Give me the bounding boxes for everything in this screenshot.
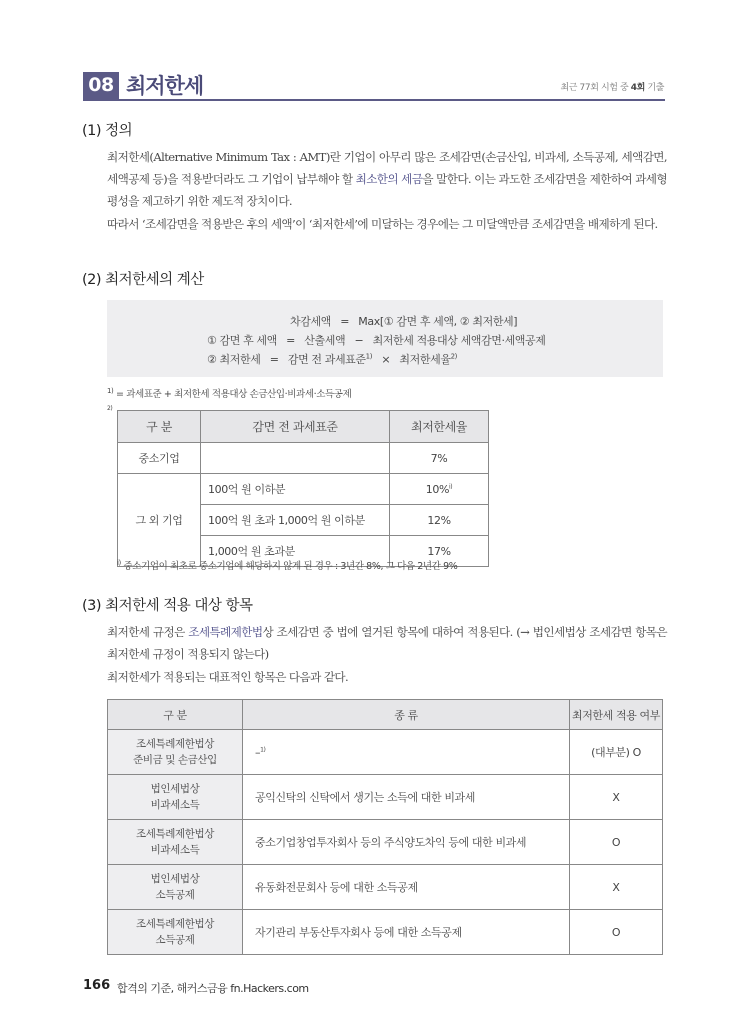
table-row bbox=[108, 910, 663, 955]
kind-cell: 자기관리 부동산투자회사 등에 대한 소득공제 bbox=[243, 910, 570, 955]
category-cell: 조세특례제한법상 소득공제 bbox=[108, 910, 243, 955]
tax-base-cell bbox=[201, 443, 390, 474]
formula-box bbox=[107, 300, 663, 377]
tax-base-cell: 1,000억 원 초과분 bbox=[201, 536, 390, 567]
exam-frequency-note: 최근 77회 시험 중 4회 기출 bbox=[560, 83, 664, 93]
chapter-title: 최저한세 bbox=[126, 74, 204, 98]
highlight-tax-special-act: 조세특례제한법 bbox=[188, 625, 263, 639]
rate-cell: 10%$^{i)}$ bbox=[390, 474, 489, 505]
highlight-minimum-tax: 최소한의 세금 bbox=[355, 172, 423, 186]
formula-line-3: ② 최저한세 = 감면 전 과세표준$^{1)}$ × 최저한세율$^{2)}$ bbox=[207, 352, 457, 366]
applies-cell: X bbox=[570, 865, 663, 910]
rate-cell: 12% bbox=[390, 505, 489, 536]
header-divider bbox=[83, 99, 665, 101]
col-header-kind: 종 류 bbox=[243, 700, 570, 730]
footnote-1: $^{1)}$ = 과세표준 + 최저한세 적용대상 손금산입·비과세·소득공제 bbox=[107, 386, 352, 400]
col-header-category: 구 분 bbox=[108, 700, 243, 730]
table-row bbox=[108, 775, 663, 820]
footnote-2-mark: 2) bbox=[107, 405, 113, 412]
exam-count: 4회 bbox=[630, 83, 645, 93]
tax-base-cell: 100억 원 초과 1,000억 원 이하분 bbox=[201, 505, 390, 536]
table-row bbox=[108, 730, 663, 775]
minimum-tax-rate-table bbox=[117, 410, 489, 567]
kind-cell: 유동화전문회사 등에 대한 소득공제 bbox=[243, 865, 570, 910]
applicable-items-table bbox=[107, 699, 663, 955]
category-cell: 조세특례제한법상 준비금 및 손금산입 bbox=[108, 730, 243, 775]
applies-cell: O bbox=[570, 820, 663, 865]
col-header-category: 구 분 bbox=[118, 411, 201, 443]
rate-cell: 17% bbox=[390, 536, 489, 567]
definition-paragraph: 최저한세(Alternative Minimum Tax : AMT)란 기업이 아무리 많은 조세감면(손금산입, 비과세, 소득공제, 세액감면, 세액공제 등)을 적용받더라도 그 기업이 납부해야 할 최소한의 세금을 말한다. 이는 과도한 조세감면을 제한하여 과세형평성을 제고하기 위한 제도적 장치이다. bbox=[107, 150, 667, 208]
footer-slogan: 합격의 기준, 해커스금융 fn.Hackers.com bbox=[117, 982, 309, 995]
rate-cell: 7% bbox=[390, 443, 489, 474]
section-title-calculation: (2) 최저한세의 계산 bbox=[82, 272, 204, 288]
applies-cell: X bbox=[570, 775, 663, 820]
applicable-items-paragraph: 최저한세 규정은 조세특례제한법상 조세감면 중 법에 열거된 항목에 대하여 적용된다. (→ 법인세법상 조세감면 항목은 최저한세 규정이 적용되지 않는다) bbox=[107, 625, 667, 661]
table-row bbox=[118, 474, 489, 505]
category-cell: 법인세법상 소득공제 bbox=[108, 865, 243, 910]
applies-cell: O bbox=[570, 910, 663, 955]
formula-line-1: 차감세액 = Max[① 감면 후 세액, ② 최저한세] bbox=[290, 315, 518, 328]
applies-cell: (대부분) O bbox=[570, 730, 663, 775]
definition-paragraph-2: 따라서 ‘조세감면을 적용받은 후의 세액’이 ‘최저한세’에 미달하는 경우에는 그 미달액만큼 조세감면을 배제하게 된다. bbox=[107, 217, 658, 231]
col-header-rate: 최저한세율 bbox=[390, 411, 489, 443]
col-header-applies: 최저한세 적용 여부 bbox=[570, 700, 663, 730]
kind-cell: 공익신탁의 신탁에서 생기는 소득에 대한 비과세 bbox=[243, 775, 570, 820]
tax-base-cell: 100억 원 이하분 bbox=[201, 474, 390, 505]
col-header-tax-base: 감면 전 과세표준 bbox=[201, 411, 390, 443]
table-row bbox=[108, 865, 663, 910]
category-cell: 법인세법상 비과세소득 bbox=[108, 775, 243, 820]
category-cell: 그 외 기업 bbox=[118, 474, 201, 567]
applicable-items-paragraph-2: 최저한세가 적용되는 대표적인 항목은 다음과 같다. bbox=[107, 670, 349, 684]
table-row bbox=[118, 443, 489, 474]
page-number: 166 bbox=[83, 978, 111, 993]
category-cell: 중소기업 bbox=[118, 443, 201, 474]
formula-line-2: ① 감면 후 세액 = 산출세액 − 최저한세 적용대상 세액감면·세액공제 bbox=[207, 334, 546, 347]
section-title-applicable-items: (3) 최저한세 적용 대상 항목 bbox=[82, 598, 253, 614]
section-title-definition: (1) 정의 bbox=[82, 123, 133, 139]
kind-cell: –$^{1)}$ bbox=[243, 730, 570, 775]
kind-cell: 중소기업창업투자회사 등의 주식양도차익 등에 대한 비과세 bbox=[243, 820, 570, 865]
chapter-number-badge: 08 bbox=[83, 72, 119, 99]
table-row bbox=[108, 820, 663, 865]
footnote-i: $^{i)}$ 중소기업이 최초로 중소기업에 해당하지 않게 된 경우 : 3년간 8%, 그 다음 2년간 9% bbox=[117, 558, 458, 572]
category-cell: 조세특례제한법상 비과세소득 bbox=[108, 820, 243, 865]
